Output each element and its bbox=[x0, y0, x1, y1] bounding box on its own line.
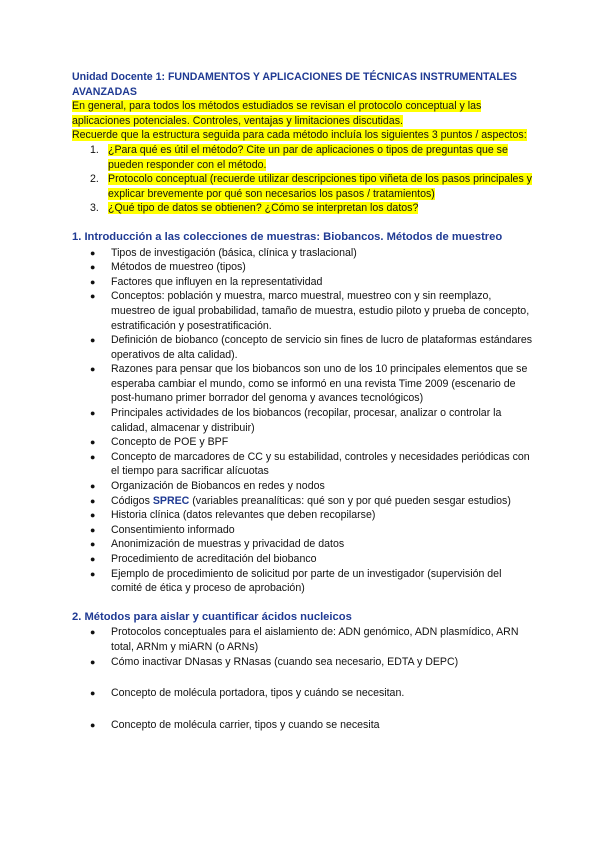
intro-line-2: Recuerde que la estructura seguida para cada método incluía los siguientes 3 puntos / aspectos: bbox=[72, 129, 527, 142]
list-item bbox=[72, 246, 534, 261]
aspect-number: 3. bbox=[90, 202, 99, 215]
sprec-code: SPREC bbox=[152, 494, 190, 507]
aspect-item bbox=[72, 201, 534, 216]
bullet-icon: ● bbox=[90, 408, 96, 419]
list-item-text: Concepto de molécula portadora, tipos y cuándo se necesitan. bbox=[111, 687, 405, 700]
bullet-icon: ● bbox=[90, 276, 96, 287]
list-item-text: Cómo inactivar DNasas y RNasas (cuando sea necesario, EDTA y DEPC) bbox=[111, 655, 459, 668]
list-item-text: Tipos de investigación (básica, clínica y traslacional) bbox=[111, 246, 357, 259]
aspect-text: ¿Para qué es útil el método? Cite un par de aplicaciones o tipos de preguntas que se pueden responder con el método. bbox=[108, 143, 508, 171]
list-item-sprec bbox=[72, 494, 534, 509]
list-item-text: Anonimización de muestras y privacidad de datos bbox=[111, 538, 345, 551]
list-item-text: Concepto de POE y BPF bbox=[111, 436, 229, 449]
list-item-text: Factores que influyen en la representatividad bbox=[111, 275, 323, 288]
list-item bbox=[72, 625, 534, 654]
section-2-list bbox=[72, 625, 534, 732]
aspect-text: ¿Qué tipo de datos se obtienen? ¿Cómo se interpretan los datos? bbox=[108, 202, 419, 215]
list-item bbox=[72, 435, 534, 450]
list-item-text: Concepto de molécula carrier, tipos y cuando se necesita bbox=[111, 718, 380, 731]
bullet-icon: ● bbox=[90, 364, 96, 375]
list-item bbox=[72, 718, 534, 733]
intro-paragraph bbox=[72, 99, 534, 143]
bullet-icon: ● bbox=[90, 291, 96, 302]
bullet-icon: ● bbox=[90, 539, 96, 550]
list-item bbox=[72, 508, 534, 523]
section-2-heading: 2. Métodos para aislar y cuantificar ácidos nucleicos bbox=[72, 610, 352, 623]
sprec-suffix: (variables preanalíticas: qué son y por qué pueden sesgar estudios) bbox=[189, 494, 511, 507]
list-item bbox=[72, 362, 534, 406]
bullet-icon: ● bbox=[90, 451, 96, 462]
section-1-list bbox=[72, 246, 534, 596]
bullet-icon: ● bbox=[90, 495, 96, 506]
sprec-prefix: Códigos bbox=[111, 494, 153, 507]
intro-line-1: En general, para todos los métodos estudiados se revisan el protocolo conceptual y las aplicaciones potenciales. Controles, ventajas y limitaciones discutidas. bbox=[72, 100, 482, 127]
list-item bbox=[72, 552, 534, 567]
unit-title: Unidad Docente 1: FUNDAMENTOS Y APLICACIONES DE TÉCNICAS INSTRUMENTALES AVANZADAS bbox=[72, 71, 517, 98]
aspect-item bbox=[72, 172, 534, 201]
bullet-icon: ● bbox=[90, 481, 96, 492]
bullet-icon: ● bbox=[90, 437, 96, 448]
list-item bbox=[72, 260, 534, 275]
list-item-text: Concepto de marcadores de CC y su estabilidad, controles y necesidades periódicas con el tiempo para sacrificar alícuotas bbox=[111, 450, 530, 478]
section-1-heading: 1. Introducción a las colecciones de muestras: Biobancos. Métodos de muestreo bbox=[72, 230, 503, 243]
list-item-text: Razones para pensar que los biobancos son uno de los 10 principales elementos que se esperaba cambiar el mundo, como se informó en una revista Time 2009 (escenario de post-humano primer borrador del genoma y avances tecnológicos) bbox=[111, 363, 528, 405]
bullet-icon: ● bbox=[90, 524, 96, 535]
bullet-icon: ● bbox=[90, 688, 96, 699]
bullet-icon: ● bbox=[90, 568, 96, 579]
bullet-icon: ● bbox=[90, 262, 96, 273]
document-page bbox=[72, 70, 534, 732]
list-item-text: Métodos de muestreo (tipos) bbox=[111, 261, 246, 274]
list-item-text: Historia clínica (datos relevantes que deben recopilarse) bbox=[111, 509, 376, 522]
list-item-text: Procedimiento de acreditación del biobanco bbox=[111, 553, 317, 565]
bullet-icon: ● bbox=[90, 510, 96, 521]
list-item-text: Organización de Biobancos en redes y nodos bbox=[111, 480, 325, 493]
list-item bbox=[72, 537, 534, 552]
list-item bbox=[72, 523, 534, 538]
list-item bbox=[72, 686, 534, 701]
aspect-number: 1. bbox=[90, 143, 99, 156]
list-item-text: Protocolos conceptuales para el aislamiento de: ADN genómico, ADN plasmídico, ARN total, ARNm y miARN (o ARNs) bbox=[111, 626, 519, 653]
list-item-text: Principales actividades de los biobancos (recopilar, procesar, analizar o controlar la calidad, almacenar y distribuir) bbox=[111, 407, 502, 434]
aspect-text: Protocolo conceptual (recuerde utilizar descripciones tipo viñeta de los pasos principales y explicar brevemente por qué son necesarios los pasos / tratamientos) bbox=[108, 173, 532, 200]
list-item bbox=[72, 275, 534, 290]
list-item bbox=[72, 450, 534, 479]
list-item bbox=[72, 567, 534, 596]
list-item-text: Conceptos: población y muestra, marco muestral, muestreo con y sin reemplazo, muestreo de igual probabilidad, tamaño de muestra, estudio piloto y prueba de concepto, estratificación y posestratificación. bbox=[111, 290, 530, 332]
list-item bbox=[72, 655, 534, 670]
list-item bbox=[72, 479, 534, 494]
aspect-item bbox=[72, 143, 534, 172]
aspects-list bbox=[72, 143, 534, 216]
bullet-icon: ● bbox=[90, 627, 96, 638]
list-item-text: Consentimiento informado bbox=[111, 523, 235, 536]
list-item bbox=[72, 289, 534, 333]
aspect-number: 2. bbox=[90, 173, 99, 186]
list-item bbox=[72, 406, 534, 435]
bullet-icon: ● bbox=[90, 656, 96, 667]
bullet-icon: ● bbox=[90, 247, 96, 258]
bullet-icon: ● bbox=[90, 719, 96, 730]
list-item bbox=[72, 333, 534, 362]
list-item-text: Definición de biobanco (concepto de servicio sin fines de lucro de plataformas estándares operativos de alta calidad). bbox=[111, 334, 533, 361]
bullet-icon: ● bbox=[90, 554, 96, 564]
list-item-text: Ejemplo de procedimiento de solicitud por parte de un investigador (supervisión del comité de ética y proceso de aprobación) bbox=[111, 567, 502, 595]
bullet-icon: ● bbox=[90, 335, 96, 346]
